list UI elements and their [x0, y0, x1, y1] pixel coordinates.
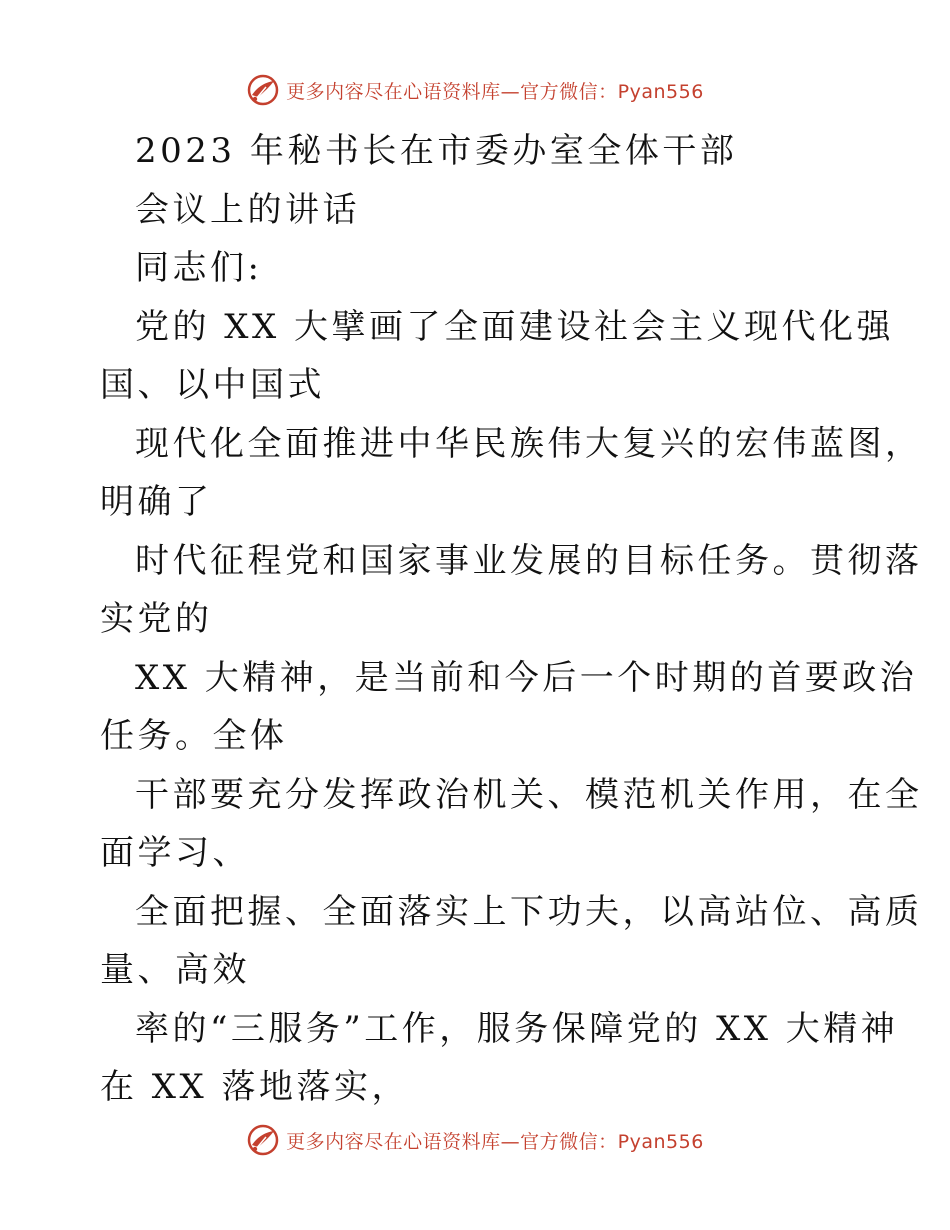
body-paragraphs — [100, 298, 923, 1117]
body-line: XX 大精神，是当前和今后一个时期的首要政治 — [135, 657, 918, 698]
body-line: 国、以中国式 — [100, 365, 325, 405]
body-line: 干部要充分发挥政治机关、模范机关作用，在全 — [135, 774, 923, 815]
document-title-line-1: 2023 年秘书长在市委办室全体干部 — [135, 131, 738, 171]
body-line: 面学习、 — [100, 833, 250, 873]
body-line: 率的“三服务”工作，服务保障党的 XX 大精神 — [135, 1008, 899, 1049]
header-banner — [0, 70, 950, 110]
body-line: 任务。全体 — [100, 716, 288, 756]
body-line: 在 XX 落地落实， — [100, 1067, 410, 1107]
body-line: 现代化全面推进中华民族伟大复兴的宏伟蓝图， — [135, 423, 923, 464]
salutation: 同志们: — [135, 248, 263, 288]
body-line: 全面把握、全面落实上下功夫，以高站位、高质 — [135, 891, 923, 932]
body-line: 实党的 — [100, 599, 213, 639]
body-line: 明确了 — [100, 482, 213, 522]
footer-banner — [0, 1120, 950, 1160]
document-title-line-2: 会议上的讲话 — [135, 189, 360, 230]
quill-pen-logo-icon — [246, 1123, 280, 1157]
document-body — [100, 122, 923, 1117]
body-line: 党的 XX 大擘画了全面建设社会主义现代化强 — [135, 306, 895, 347]
body-line: 时代征程党和国家事业发展的目标任务。贯彻落 — [135, 540, 923, 581]
body-line: 量、高效 — [100, 950, 250, 990]
footer-banner-text: 更多内容尽在心语资料库—官方微信：Pyan556 — [286, 1130, 704, 1153]
quill-pen-logo-icon — [246, 73, 280, 107]
header-banner-text: 更多内容尽在心语资料库—官方微信：Pyan556 — [286, 80, 704, 103]
